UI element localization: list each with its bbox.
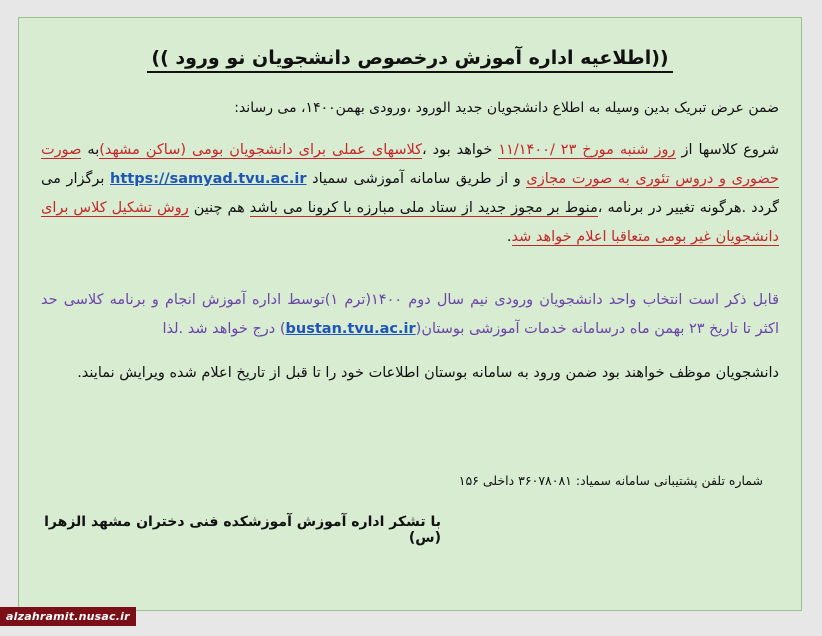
- thanks-signature: با تشکر اداره آموزش آموزشکده فنی دختران مشهد الزهرا (س): [44, 514, 441, 546]
- class-mode-note: صورت حضوری و دروس تئوری به صورت مجازی: [41, 142, 779, 187]
- paragraph-students-duty: دانشجویان موظف خواهند بود ضمن ورود به سامانه بوستان اطلاعات خود را تا قبل از تاریخ اعلام شده ویرایش نمایند.: [77, 365, 779, 381]
- method-note: روش تشکیل کلاس برای دانشجویان غیر بومی متعاقبا اعلام خواهد شد: [41, 200, 779, 245]
- permit-note: منوط بر مجوز جدید از ستاد ملی مبارزه با کرونا می باشد: [249, 200, 598, 216]
- paragraph-registration: قابل ذکر است انتخاب واحد دانشجویان ورودی نیم سال دوم ۱۴۰۰(ترم ۱)توسط اداره آموزش انجام و برنامه کلاسی حد اکثر تا تاریخ ۲۳ بهمن ماه درسامانه خدمات آموزشی بوستان(bustan.tvu.ac.ir) درج خواهد شد .لذا: [41, 292, 780, 337]
- paragraph-schedule: شروع کلاسها از روز شنبه مورخ ۲۳ /۱۱/۱۴۰۰ خواهد بود ،کلاسهای عملی برای دانشجویان بومی (ساکن مشهد)به صورت حضوری و دروس تئوری به صورت مجازی و از طریق سامانه آموزشی سمیاد https://samyad.tvu.ac.ir برگزار می گردد .هرگونه تغییر در برنامه ،منوط بر مجوز جدید از ستاد ملی مبارزه با کرونا می باشد هم چنین روش تشکیل کلاس برای دانشجویان غیر بومی متعاقبا اعلام خواهد شد.: [41, 142, 780, 245]
- bustan-link[interactable]: bustan.tvu.ac.ir: [285, 321, 416, 337]
- notice-title: ((اطلاعیه اداره آموزش درخصوص دانشجویان نو ورود )): [19, 47, 801, 69]
- support-phone: شماره تلفن پشتیبانی سامانه سمیاد: ۳۶۰۷۸۰۸۱ داخلی ۱۵۶: [458, 473, 763, 488]
- start-date: روز شنبه مورخ ۲۳ /۱۱/۱۴۰۰: [498, 142, 676, 158]
- samyad-link[interactable]: https://samyad.tvu.ac.ir: [110, 171, 307, 187]
- practical-classes-note: کلاسهای عملی برای دانشجویان بومی (ساکن مشهد): [99, 142, 423, 158]
- notice-box: [18, 17, 802, 611]
- site-watermark: alzahramit.nusac.ir: [0, 607, 136, 626]
- intro-text: ضمن عرض تبریک بدین وسیله به اطلاع دانشجویان جدید الورود ،ورودی بهمن۱۴۰۰، می رساند:: [234, 100, 779, 116]
